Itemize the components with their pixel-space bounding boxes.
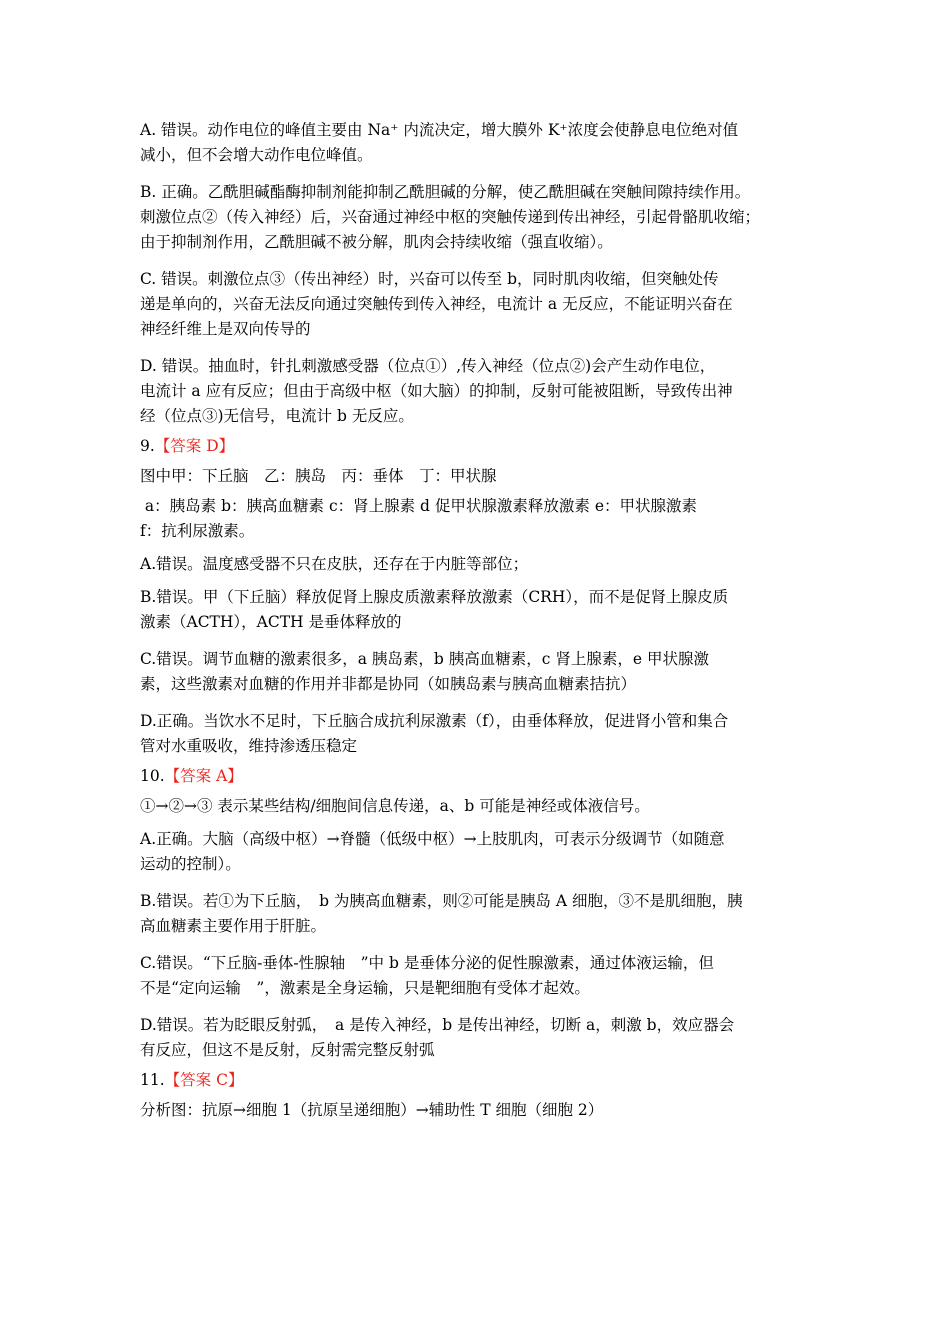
q8-option-d xyxy=(140,354,830,429)
text-line: 电流计 a 应有反应；但由于高级中枢（如大脑）的抑制，反射可能被阻断，导致传出神 xyxy=(140,382,733,400)
text-line: B.错误。若①为下丘脑， b 为胰高血糖素，则②可能是胰岛 A 细胞，③不是肌细胞，胰 xyxy=(140,892,743,910)
q9-option-d xyxy=(140,709,830,759)
text-line: f：抗利尿激素。 xyxy=(140,522,255,540)
text-line: 经（位点③)无信号，电流计 b 无反应。 xyxy=(140,407,414,425)
text-line: C.错误。“下丘脑-垂体-性腺轴 ”中 b 是垂体分泌的促性腺激素，通过体液运输，但 xyxy=(140,954,714,972)
q9-legend xyxy=(140,494,830,544)
q9-option-c xyxy=(140,647,830,697)
text-line: 神经纤维上是双向传导的 xyxy=(140,320,311,338)
question-number: 9. xyxy=(140,437,155,455)
text-line: 素，这些激素对血糖的作用并非都是协同（如胰岛素与胰高血糖素拮抗） xyxy=(140,675,637,693)
text-line: 减小，但不会增大动作电位峰值。 xyxy=(140,146,373,164)
text-line: ①→②→③ 表示某些结构/细胞间信息传递，a、b 可能是神经或体液信号。 xyxy=(140,797,650,815)
text-line: B. 正确。乙酰胆碱酯酶抑制剂能抑制乙酰胆碱的分解，使乙酰胆碱在突触间隙持续作用。 xyxy=(140,183,751,201)
text-line: A.正确。大脑（高级中枢）→脊髓（低级中枢）→上肢肌肉，可表示分级调节（如随意 xyxy=(140,830,725,848)
text-line: 激素（ACTH），ACTH 是垂体释放的 xyxy=(140,613,402,631)
document-page xyxy=(140,118,830,1128)
text-line: D.正确。当饮水不足时，下丘脑合成抗利尿激素（f），由垂体释放，促进肾小管和集合 xyxy=(140,712,729,730)
text-line: A. 错误。动作电位的峰值主要由 Na⁺ 内流决定，增大膜外 K⁺浓度会使静息电位绝对值 xyxy=(140,121,739,139)
q9-option-a xyxy=(140,552,830,577)
question-number: 11. xyxy=(140,1071,165,1089)
text-line: 递是单向的，兴奋无法反向通过突触传到传入神经，电流计 a 无反应，不能证明兴奋在 xyxy=(140,295,733,313)
text-line: 由于抑制剂作用，乙酰胆碱不被分解，肌肉会持续收缩（强直收缩）。 xyxy=(140,233,613,251)
q10-option-b xyxy=(140,889,830,939)
answer-label: 【答案 C】 xyxy=(164,1071,244,1089)
q11-intro xyxy=(140,1098,830,1123)
q9-option-b xyxy=(140,585,830,635)
text-line: D. 错误。抽血时，针扎刺激感受器（位点①）,传入神经（位点②)会产生动作电位， xyxy=(140,357,716,375)
q10-intro xyxy=(140,794,830,819)
text-line: 图中甲：下丘脑 乙：胰岛 丙：垂体 丁：甲状腺 xyxy=(140,467,497,485)
q8-option-a xyxy=(140,118,830,168)
q10-option-a xyxy=(140,827,830,877)
text-line: a：胰岛素 b：胰高血糖素 c：肾上腺素 d 促甲状腺激素释放激素 e：甲状腺激素 xyxy=(140,497,698,515)
text-line: 有反应，但这不是反射，反射需完整反射弧 xyxy=(140,1041,435,1059)
text-line: 管对水重吸收，维持渗透压稳定 xyxy=(140,737,358,755)
answer-label: 【答案 A】 xyxy=(164,767,243,785)
text-line: 高血糖素主要作用于肝脏。 xyxy=(140,917,327,935)
q8-option-c xyxy=(140,267,830,342)
text-line: D.错误。若为眨眼反射弧， a 是传入神经，b 是传出神经，切断 a，刺激 b，效应器会 xyxy=(140,1016,735,1034)
q10-heading xyxy=(140,764,830,789)
q8-option-b xyxy=(140,180,830,255)
text-line: 运动的控制）。 xyxy=(140,855,241,873)
q10-option-d xyxy=(140,1013,830,1063)
text-line: 刺激位点②（传入神经）后，兴奋通过神经中枢的突触传递到传出神经，引起骨骼肌收缩； xyxy=(140,208,761,226)
text-line: 不是“定向运输 ”，激素是全身运输，只是靶细胞有受体才起效。 xyxy=(140,979,590,997)
text-line: B.错误。甲（下丘脑）释放促肾上腺皮质激素释放激素（CRH），而不是促肾上腺皮质 xyxy=(140,588,729,606)
q9-heading xyxy=(140,434,830,459)
text-line: A.错误。温度感受器不只在皮肤，还存在于内脏等部位； xyxy=(140,555,529,573)
text-line: C.错误。调节血糖的激素很多，a 胰岛素，b 胰高血糖素，c 肾上腺素，e 甲状腺激 xyxy=(140,650,709,668)
q10-option-c xyxy=(140,951,830,1001)
answer-label: 【答案 D】 xyxy=(154,437,235,455)
q9-intro xyxy=(140,464,830,489)
q11-heading xyxy=(140,1068,830,1093)
text-line: 分析图：抗原→细胞 1（抗原呈递细胞）→辅助性 T 细胞（细胞 2） xyxy=(140,1101,604,1119)
text-line: C. 错误。刺激位点③（传出神经）时，兴奋可以传至 b，同时肌肉收缩，但突触处传 xyxy=(140,270,719,288)
question-number: 10. xyxy=(140,767,165,785)
